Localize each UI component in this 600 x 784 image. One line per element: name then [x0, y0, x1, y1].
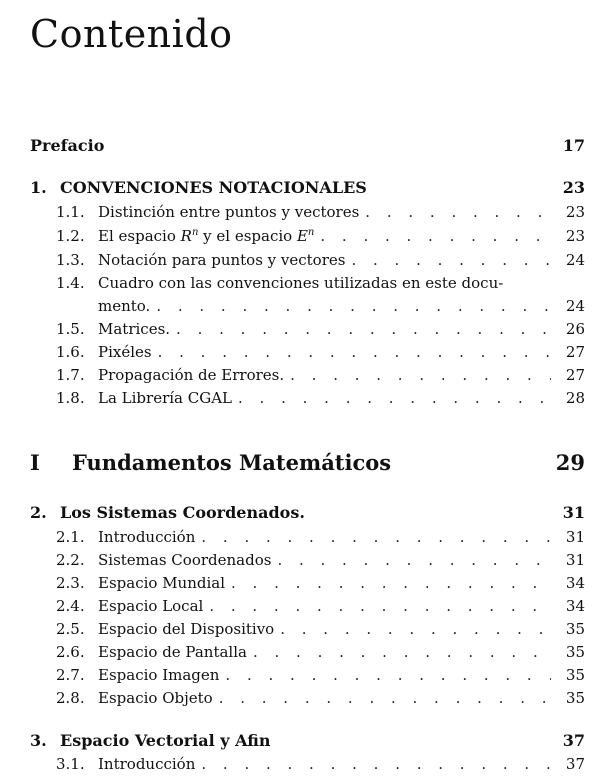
- part-number: I: [30, 450, 40, 475]
- dot-leader: [253, 643, 551, 661]
- section-number: 1.6.: [56, 343, 85, 361]
- section-page: 35: [565, 689, 585, 707]
- section-number: 2.1.: [56, 528, 85, 546]
- section-title-line1: Cuadro con las convenciones utilizadas en este docu-: [98, 274, 504, 292]
- section-number: 1.5.: [56, 320, 85, 338]
- title-part-a: El espacio: [98, 227, 181, 245]
- section-number: 3.1.: [56, 755, 85, 773]
- section-title: Sistemas Coordenados: [98, 551, 272, 569]
- chapter-page: 23: [562, 178, 585, 197]
- section-title: Espacio Imagen: [98, 666, 220, 684]
- section-page: 28: [565, 389, 585, 407]
- chapter-title: Los Sistemas Coordenados.: [60, 503, 305, 522]
- section-number: 1.4.: [56, 274, 85, 292]
- section-title: Pixéles: [98, 343, 152, 361]
- section-title: Introducción: [98, 755, 196, 773]
- section-page: 31: [565, 528, 585, 546]
- toc-part-1[interactable]: [30, 450, 585, 475]
- dot-leader: [201, 755, 551, 773]
- section-title: Introducción: [98, 528, 196, 546]
- section-number: 2.6.: [56, 643, 85, 661]
- toc-section-1-4-cont[interactable]: [30, 297, 585, 315]
- section-title: Espacio del Dispositivo: [98, 620, 275, 638]
- toc-chapter-3[interactable]: [30, 731, 585, 750]
- section-number: 2.5.: [56, 620, 85, 638]
- toc-section-2-2[interactable]: [30, 551, 585, 569]
- section-page: 27: [565, 343, 585, 361]
- chapter-title: Espacio Vectorial y Afin: [60, 731, 271, 750]
- dot-leader: [176, 320, 551, 338]
- superscript-n: n: [307, 227, 315, 238]
- section-number: 1.1.: [56, 203, 85, 221]
- section-title: [98, 227, 314, 245]
- section-number: 2.8.: [56, 689, 85, 707]
- toc-section-2-7[interactable]: [30, 666, 585, 684]
- dot-leader: [238, 389, 551, 407]
- chapter-page: 37: [562, 731, 585, 750]
- dot-leader: [158, 343, 551, 361]
- section-page: 37: [565, 755, 585, 773]
- section-number: 1.8.: [56, 389, 85, 407]
- dot-leader: [280, 620, 551, 638]
- dot-leader: [290, 366, 551, 384]
- toc-section-1-4[interactable]: [30, 274, 585, 292]
- section-title-line2: mento.: [98, 297, 151, 315]
- dot-leader: [156, 297, 551, 315]
- symbol-r: R: [180, 227, 192, 245]
- preface-label: Prefacio: [30, 136, 105, 155]
- dot-leader: [225, 666, 551, 684]
- section-page: 23: [565, 227, 585, 245]
- section-page: 26: [565, 320, 585, 338]
- toc-section-2-6[interactable]: [30, 643, 585, 661]
- dot-leader: [219, 689, 551, 707]
- section-title: Espacio Mundial: [98, 574, 226, 592]
- section-title: Distinción entre puntos y vectores: [98, 203, 360, 221]
- section-page: 34: [565, 597, 585, 615]
- section-number: 1.3.: [56, 251, 85, 269]
- section-page: 27: [565, 366, 585, 384]
- toc-section-1-5[interactable]: [30, 320, 585, 338]
- dot-leader: [209, 597, 551, 615]
- section-title: Espacio Objeto: [98, 689, 213, 707]
- toc-section-2-8[interactable]: [30, 689, 585, 707]
- toc-section-2-5[interactable]: [30, 620, 585, 638]
- dot-leader: [320, 227, 551, 245]
- part-page: 29: [555, 450, 585, 475]
- part-title: Fundamentos Matemáticos: [72, 450, 392, 475]
- section-page: 23: [565, 203, 585, 221]
- section-title: Propagación de Errores.: [98, 366, 285, 384]
- superscript-n: n: [191, 227, 199, 238]
- toc-chapter-1[interactable]: [30, 178, 585, 197]
- section-title: Espacio Local: [98, 597, 204, 615]
- toc-section-1-1[interactable]: [30, 203, 585, 221]
- title-part-b: y el espacio: [198, 227, 297, 245]
- chapter-number: 3.: [30, 731, 47, 750]
- section-page: 24: [565, 297, 585, 315]
- section-title: Matrices.: [98, 320, 171, 338]
- toc-section-2-3[interactable]: [30, 574, 585, 592]
- section-page: 31: [565, 551, 585, 569]
- section-page: 35: [565, 620, 585, 638]
- section-number: 2.4.: [56, 597, 85, 615]
- dot-leader: [277, 551, 551, 569]
- toc-section-1-7[interactable]: [30, 366, 585, 384]
- dot-leader: [201, 528, 551, 546]
- chapter-title: CONVENCIONES NOTACIONALES: [60, 178, 367, 197]
- toc-section-2-4[interactable]: [30, 597, 585, 615]
- section-number: 2.2.: [56, 551, 85, 569]
- section-title: La Librería CGAL: [98, 389, 233, 407]
- section-title: Espacio de Pantalla: [98, 643, 247, 661]
- section-number: 1.2.: [56, 227, 85, 245]
- section-page: 34: [565, 574, 585, 592]
- chapter-number: 1.: [30, 178, 47, 197]
- dot-leader: [231, 574, 551, 592]
- preface-page: 17: [562, 136, 585, 155]
- toc-section-1-3[interactable]: [30, 251, 585, 269]
- toc-chapter-2[interactable]: [30, 503, 585, 522]
- toc-section-2-1[interactable]: [30, 528, 585, 546]
- section-page: 35: [565, 643, 585, 661]
- toc-section-1-6[interactable]: [30, 343, 585, 361]
- section-number: 1.7.: [56, 366, 85, 384]
- dot-leader: [365, 203, 551, 221]
- page-title: Contenido: [30, 12, 233, 56]
- section-page: 35: [565, 666, 585, 684]
- toc-section-1-8[interactable]: [30, 389, 585, 407]
- toc-preface[interactable]: [30, 136, 585, 155]
- section-page: 24: [565, 251, 585, 269]
- section-number: 2.3.: [56, 574, 85, 592]
- toc-section-3-1[interactable]: [30, 755, 585, 773]
- symbol-e: E: [296, 227, 308, 245]
- section-title: Notación para puntos y vectores: [98, 251, 346, 269]
- toc-section-1-2[interactable]: [30, 227, 585, 245]
- section-number: 2.7.: [56, 666, 85, 684]
- chapter-number: 2.: [30, 503, 47, 522]
- dot-leader: [351, 251, 551, 269]
- chapter-page: 31: [562, 503, 585, 522]
